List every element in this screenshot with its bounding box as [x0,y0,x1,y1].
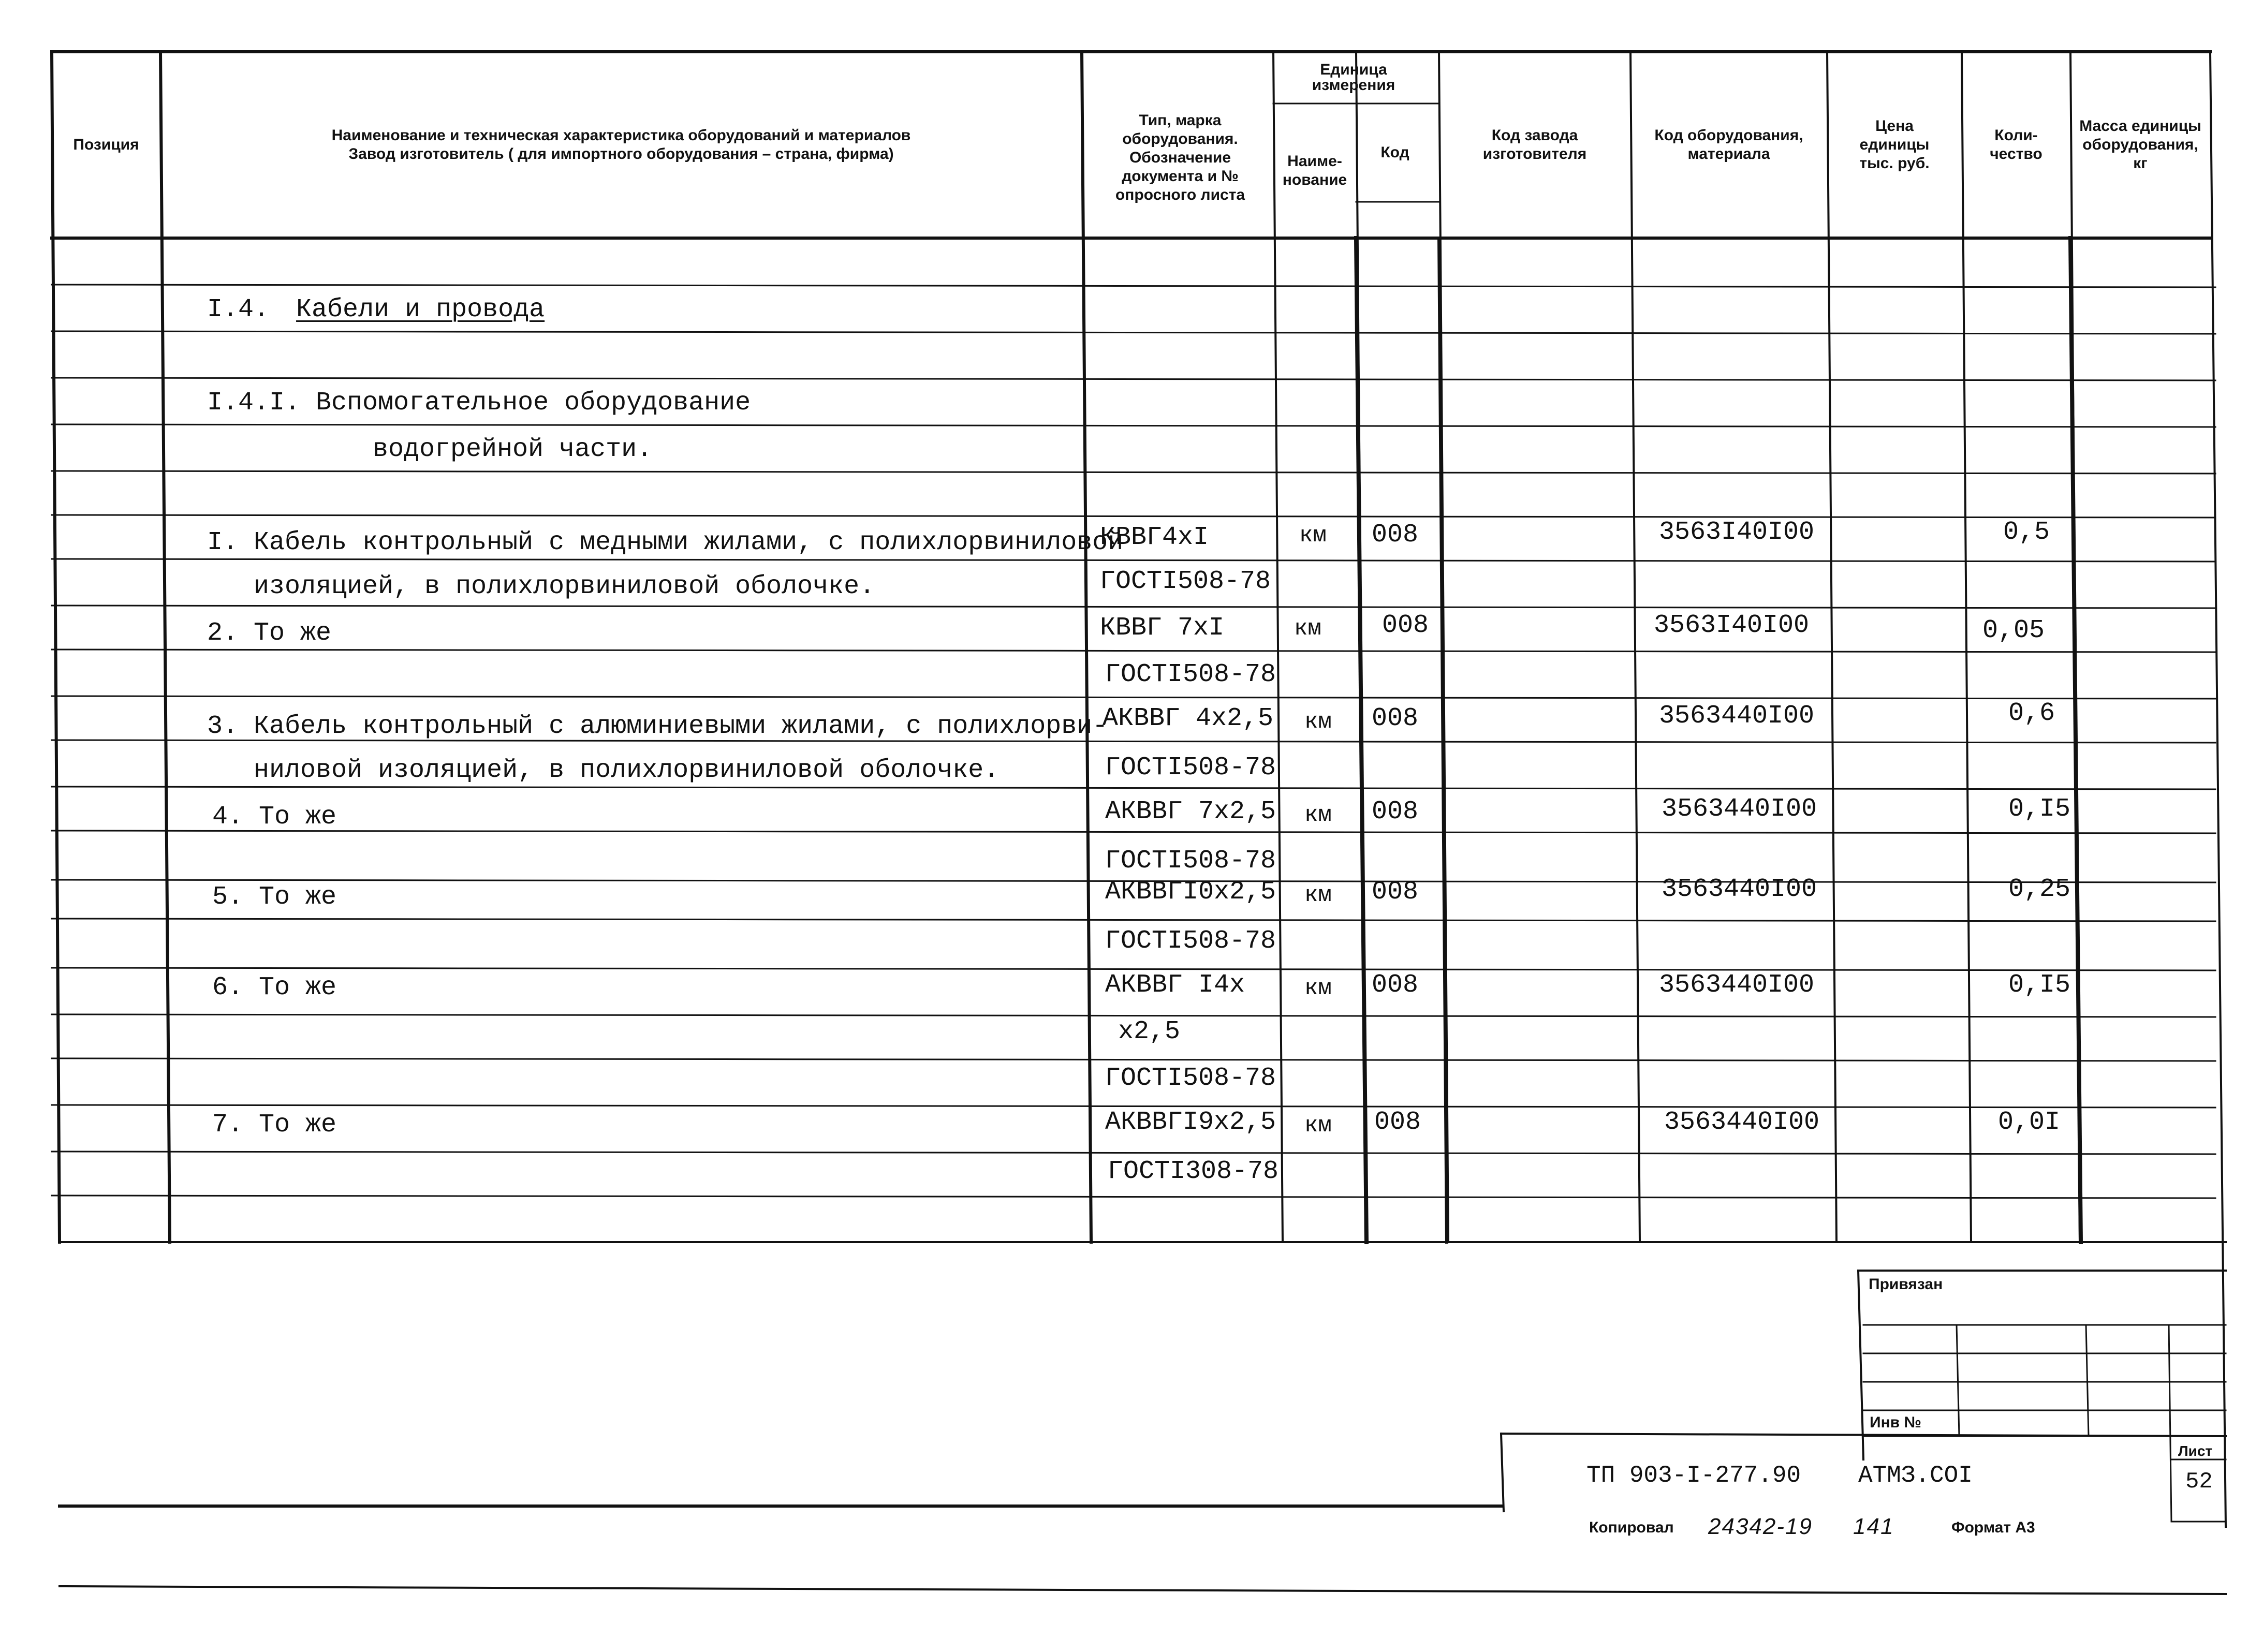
rule-line-14 [1356,238,1366,1242]
item-3-unit: км [1304,709,1332,735]
header-name-line2: Завод изготовитель ( для импортного оборудования – страна, фирма) [348,145,894,163]
stamp-copied-label: Копировал [1589,1519,1674,1536]
stamp-sheet-number: 52 [2185,1469,2213,1495]
item-6-code: 008 [1372,970,1419,1000]
rule-line-34 [52,919,2215,921]
item-2-unit: км [1294,616,1321,642]
item-5-type-line2: ГОСТI508-78 [1105,926,1276,956]
rule-line-16 [2070,238,2081,1242]
stamp-doc-number: ТП 903-I-277.90 [1586,1462,1801,1489]
item-5-qty: 0,25 [2008,875,2071,904]
rule-line-49 [2086,1325,2089,1436]
header-mass: Масса единицы оборудования, кг [2079,117,2201,172]
section-1-4 [207,295,545,325]
rule-line-26 [52,559,2215,562]
rule-line-37 [52,1058,2215,1061]
item-1-code: 008 [1372,520,1419,550]
item-1-name-line2: изоляцией, в полихлорвиниловой оболочке. [254,572,875,601]
header-quantity: Коли- чество [1990,127,2042,163]
header-price: Цена единицы тыс. руб. [1859,117,1930,172]
rule-line-29 [52,696,2215,699]
item-4-code: 008 [1372,797,1419,827]
header-type-mark: Тип, марка оборудования. Обозначение документа и № опросного листа [1115,112,1245,203]
rule-line-28 [52,650,2215,652]
rule-line-25 [52,515,2215,518]
item-5-name: 5. То же [212,882,337,912]
item-1-type-line1: КВВГ4хI [1100,523,1209,552]
item-7-type-line2: ГОСТI308-78 [1108,1157,1279,1186]
rule-line-51 [1501,1434,2226,1436]
item-1-name-line1: I. Кабель контрольный с медными жилами, с полихлорвиниловой [207,528,1124,557]
item-4-equip-code: 3563440I00 [1662,794,1817,824]
stamp-inv-label: Инв № [1870,1414,1921,1431]
item-1-type-line2: ГОСТI508-78 [1100,567,1271,596]
rule-line-50 [2169,1325,2171,1522]
rule-line-32 [52,831,2215,833]
header-name [160,52,1082,238]
rule-line-42 [1858,1271,1863,1459]
rule-line-39 [52,1152,2215,1154]
header-plant-code: Код завода изготовителя [1482,127,1587,163]
section-1-4-title: Кабели и провода [296,295,545,325]
item-3-code: 008 [1372,704,1419,733]
rule-line-23 [52,424,2215,427]
section-1-4-number: I.4. [207,295,270,325]
item-5-equip-code: 3563440I00 [1662,875,1817,904]
item-3-type-line1: АКВВГ 4х2,5 [1103,704,1274,733]
rule-line-40 [52,1196,2215,1198]
item-2-name: 2. То же [207,618,332,648]
rule-line-22 [52,378,2215,380]
item-6-type-line3: ГОСТI508-78 [1105,1064,1276,1093]
item-6-type-line1: АКВВГ I4х [1105,970,1245,1000]
header-unit-group: Единица измерения [1312,61,1395,94]
item-4-type-line1: АКВВГ 7х2,5 [1105,797,1276,827]
rule-line-55 [60,1586,2226,1594]
item-7-qty: 0,0I [1998,1108,2061,1137]
header-unit-name: Наиме- нование [1282,153,1347,188]
stamp-copy-sub: 141 [1853,1514,1894,1539]
item-4-qty: 0,I5 [2008,794,2071,824]
rule-line-21 [52,331,2215,334]
item-6-name: 6. То же [212,973,337,1002]
item-2-type-line1: КВВГ 7хI [1100,613,1225,643]
rule-line-15 [1439,238,1447,1242]
item-7-unit: км [1304,1113,1332,1139]
item-7-name: 7. То же [212,1110,337,1140]
item-2-code: 008 [1382,611,1429,640]
item-3-name-line2: ниловой изоляцией, в полихлорвиниловой оболочке. [254,756,1000,785]
section-1-4-1-line2: водогрейной части. [373,435,653,464]
item-2-type-line2: ГОСТI508-78 [1105,660,1276,689]
item-6-qty: 0,I5 [2008,970,2071,1000]
stamp-copy-number: 24342-19 [1708,1514,1813,1539]
rule-line-6 [1082,52,1091,1242]
item-6-unit: км [1304,976,1332,1001]
item-2-equip-code: 3563I40I00 [1654,611,1810,640]
stamp-bound-label: Привязан [1869,1276,1943,1293]
item-4-name: 4. То же [212,802,337,832]
item-3-type-line2: ГОСТI508-78 [1105,753,1276,783]
stamp-format-label: Формат А3 [1951,1519,2035,1536]
item-1-equip-code: 3563I40I00 [1659,518,1815,547]
item-4-unit: км [1304,802,1332,828]
stamp-sheet-label: Лист [2178,1443,2213,1459]
header-name-line1: Наименование и техническая характеристика оборудований и материалов [331,127,911,144]
item-1-qty: 0,5 [2003,518,2050,547]
rule-line-27 [52,606,2215,608]
rule-line-20 [52,285,2215,287]
item-5-code: 008 [1372,877,1419,907]
item-7-type-line1: АКВВГI9х2,5 [1105,1108,1276,1137]
header-unit-code: Код [1380,144,1409,161]
rule-line-52 [1501,1434,1504,1511]
rule-line-24 [52,471,2215,474]
rule-line-31 [52,787,2215,789]
item-6-type-line2: х2,5 [1118,1017,1181,1046]
item-5-unit: км [1304,882,1332,908]
item-5-type-line1: АКВВГI0х2,5 [1105,877,1276,907]
stamp-doc-code: АТМЗ.СОI [1858,1462,1973,1489]
item-3-qty: 0,6 [2008,699,2055,728]
item-1-unit: км [1299,523,1327,549]
header-equipment-code: Код оборудования, материала [1654,127,1803,163]
item-2-qty: 0,05 [1982,616,2045,645]
item-6-equip-code: 3563440I00 [1659,970,1815,1000]
section-1-4-1-line1: I.4.I. Вспомогательное оборудование [207,388,751,418]
rule-line-48 [1957,1325,1959,1436]
item-3-equip-code: 3563440I00 [1659,701,1815,731]
item-7-equip-code: 3563440I00 [1664,1108,1820,1137]
item-7-code: 008 [1374,1108,1421,1137]
item-4-type-line2: ГОСТI508-78 [1105,846,1276,876]
item-3-name-line1: 3. Кабель контрольный с алюминиевыми жилами, с полихлорви- [207,712,1108,741]
header-position: Позиция [73,136,139,153]
